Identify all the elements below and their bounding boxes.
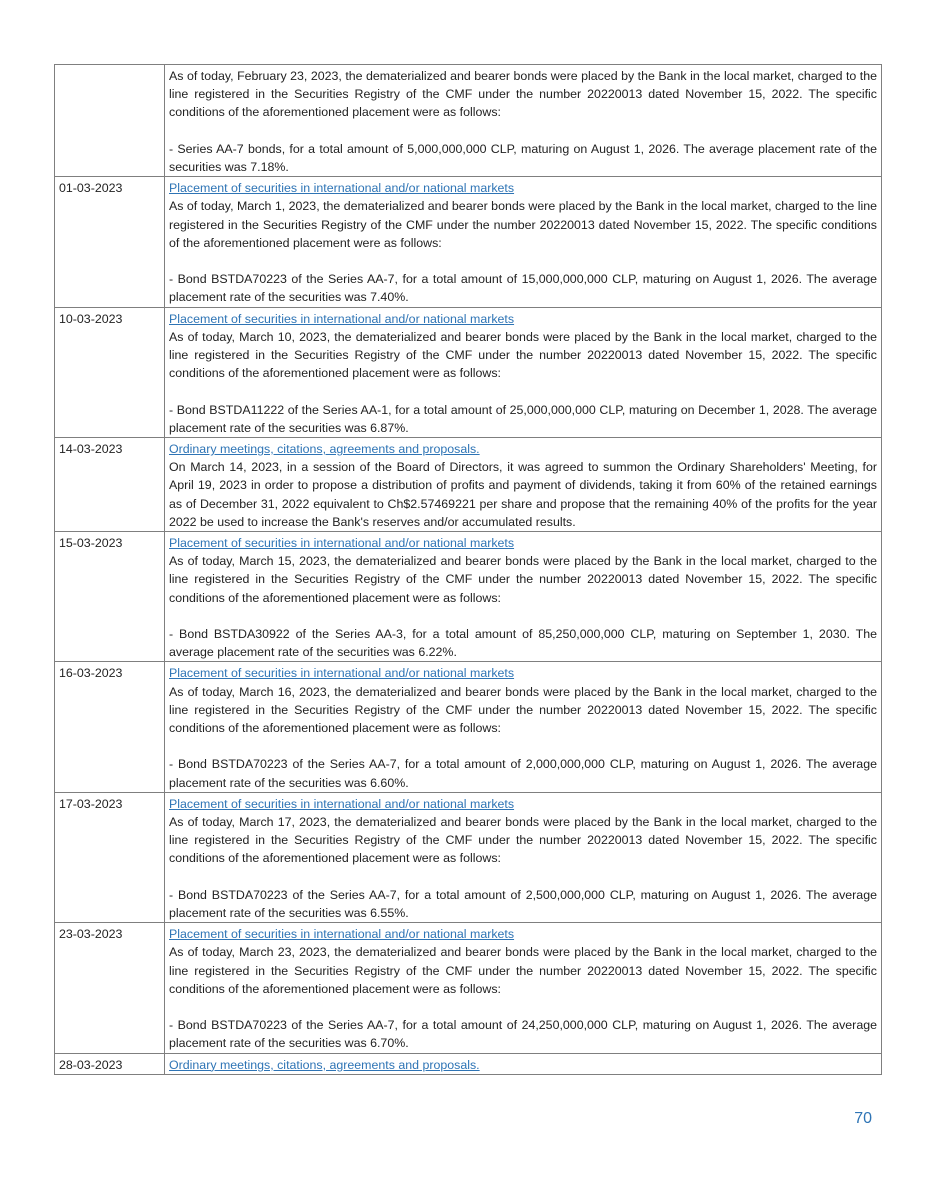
content-cell [165,532,882,662]
table-row [55,438,882,532]
topic-link[interactable]: Ordinary meetings, citations, agreements and proposals. [169,442,480,457]
paragraph: - Bond BSTDA11222 of the Series AA-1, for a total amount of 25,000,000,000 CLP, maturing on December 1, 2028. The average placement rate of the securities was 6.87%. [169,402,877,435]
table-row [55,177,882,307]
paragraph: On March 14, 2023, in a session of the Board of Directors, it was agreed to summon the Ordinary Shareholders' Meeting, for April 19, 2023 in order to propose a distribution of profits and payment of dividends, taking it from 60% of the retained earnings as of December 31, 2022 equivalent to Ch$2.57469221 per share and propose that the remaining 40% of the profits for the year 2022 be used to increase the Bank's reserves and/or accumulated results. [169,460,877,529]
table-row [55,307,882,437]
content-cell [165,792,882,922]
paragraph: - Bond BSTDA70223 of the Series AA-7, for a total amount of 24,250,000,000 CLP, maturing on August 1, 2026. The average placement rate of the securities was 6.70%. [169,1018,877,1051]
paragraph: - Bond BSTDA70223 of the Series AA-7, for a total amount of 2,500,000,000 CLP, maturing on August 1, 2026. The average placement rate of the securities was 6.55%. [169,887,877,921]
paragraph: As of today, February 23, 2023, the dematerialized and bearer bonds were placed by the Bank in the local market, charged to the line registered in the Securities Registry of the CMF under the number 20220013 dated November 15, 2022. The specific conditions of the aforementioned placement were as follows: [169,69,877,120]
content-cell [165,65,882,177]
content-cell [165,307,882,437]
paragraph: - Series AA-7 bonds, for a total amount of 5,000,000,000 CLP, maturing on August 1, 2026. The average placement rate of the securities was 7.18%. [169,141,877,174]
date-cell: 17-03-2023 [55,792,165,922]
paragraph: As of today, March 10, 2023, the dematerialized and bearer bonds were placed by the Bank in the local market, charged to the line registered in the Securities Registry of the CMF under the number 20220013 dated November 15, 2022. The specific conditions of the aforementioned placement were as follows: [169,329,877,381]
date-cell: 10-03-2023 [55,307,165,437]
paragraph: As of today, March 23, 2023, the dematerialized and bearer bonds were placed by the Bank in the local market, charged to the line registered in the Securities Registry of the CMF under the number 20220013 dated November 15, 2022. The specific conditions of the aforementioned placement were as follows: [169,945,877,996]
topic-link[interactable]: Placement of securities in international and/or national markets [169,666,515,681]
date-cell: 23-03-2023 [55,923,165,1053]
date-cell: 01-03-2023 [55,177,165,307]
content-cell [165,1053,882,1074]
table-row [55,792,882,922]
paragraph: - Bond BSTDA30922 of the Series AA-3, for a total amount of 85,250,000,000 CLP, maturing on September 1, 2030. The average placement rate of the securities was 6.22%. [169,627,877,660]
paragraph: As of today, March 15, 2023, the dematerialized and bearer bonds were placed by the Bank in the local market, charged to the line registered in the Securities Registry of the CMF under the number 20220013 dated November 15, 2022. The specific conditions of the aforementioned placement were as follows: [169,554,877,605]
table-row [55,65,882,177]
table-row [55,923,882,1053]
paragraph: As of today, March 17, 2023, the dematerialized and bearer bonds were placed by the Bank in the local market, charged to the line registered in the Securities Registry of the CMF under the number 20220013 dated November 15, 2022. The specific conditions of the aforementioned placement were as follows: [169,815,877,866]
content-cell [165,662,882,792]
topic-link[interactable]: Ordinary meetings, citations, agreements and proposals. [169,1057,480,1072]
topic-link[interactable]: Placement of securities in international and/or national markets [169,311,515,326]
topic-link[interactable]: Placement of securities in international and/or national markets [169,796,515,811]
paragraph: - Bond BSTDA70223 of the Series AA-7, for a total amount of 2,000,000,000 CLP, maturing on August 1, 2026. The average placement rate of the securities was 6.60%. [169,757,877,790]
paragraph: As of today, March 16, 2023, the dematerialized and bearer bonds were placed by the Bank in the local market, charged to the line registered in the Securities Registry of the CMF under the number 20220013 dated November 15, 2022. The specific conditions of the aforementioned placement were as follows: [169,684,877,736]
topic-link[interactable]: Placement of securities in international and/or national markets [169,181,515,196]
table-row [55,532,882,662]
topic-link[interactable]: Placement of securities in international and/or national markets [169,927,515,942]
table-row [55,1053,882,1074]
table-row [55,662,882,792]
content-cell [165,438,882,532]
date-cell [55,65,165,177]
paragraph: - Bond BSTDA70223 of the Series AA-7, for a total amount of 15,000,000,000 CLP, maturing on August 1, 2026. The average placement rate of the securities was 7.40%. [169,272,877,305]
material-events-table [54,64,882,1075]
date-cell: 28-03-2023 [55,1053,165,1074]
topic-link[interactable]: Placement of securities in international and/or national markets [169,536,515,551]
date-cell: 15-03-2023 [55,532,165,662]
date-cell: 16-03-2023 [55,662,165,792]
page-number: 70 [854,1110,872,1127]
content-cell [165,177,882,307]
paragraph: As of today, March 1, 2023, the dematerialized and bearer bonds were placed by the Bank in the local market, charged to the line registered in the Securities Registry of the CMF under the number 20220013 dated November 15, 2022. The specific conditions of the aforementioned placement were as follows: [169,199,877,250]
date-cell: 14-03-2023 [55,438,165,532]
content-cell [165,923,882,1053]
